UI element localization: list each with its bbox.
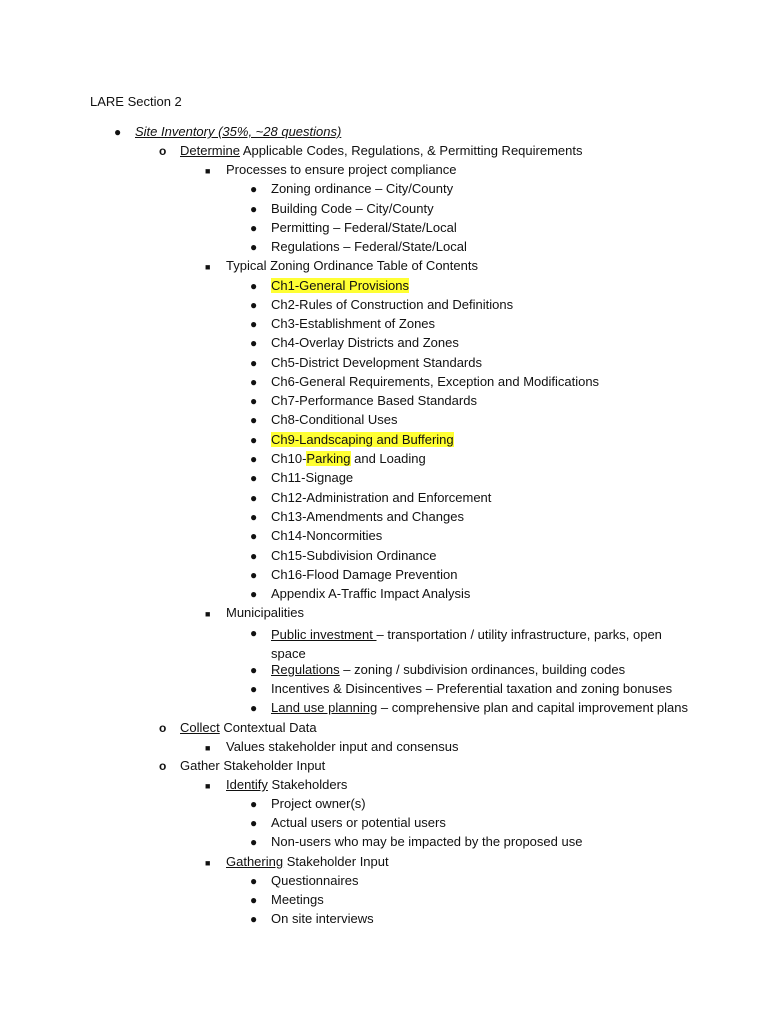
bullet-dot: ● bbox=[250, 394, 258, 408]
bullet-dot: ● bbox=[250, 510, 258, 524]
bullet-dot: ● bbox=[250, 356, 258, 370]
bullet-square: ■ bbox=[205, 743, 211, 753]
list-item: On site interviews bbox=[271, 911, 374, 926]
public-investment-keyword: Public investment bbox=[271, 627, 377, 642]
bullet-dot: ● bbox=[250, 701, 258, 715]
toc-item-ch9 bbox=[271, 432, 454, 448]
collect-line bbox=[180, 720, 317, 736]
highlight: Ch1-General Provisions bbox=[271, 278, 410, 293]
determine-text: Applicable Codes, Regulations, & Permitting Requirements bbox=[239, 143, 583, 158]
toc-item-ch13: Ch13-Amendments and Changes bbox=[271, 509, 464, 524]
toc-item-ch10 bbox=[271, 451, 426, 467]
toc-item-appendix-a: Appendix A-Traffic Impact Analysis bbox=[271, 586, 471, 601]
bullet-dot: ● bbox=[250, 221, 258, 235]
toc-item-ch1 bbox=[271, 278, 409, 294]
bullet-o: o bbox=[159, 759, 167, 773]
determine-line bbox=[180, 143, 582, 159]
bullet-square: ■ bbox=[205, 781, 211, 791]
toc-item-ch15: Ch15-Subdivision Ordinance bbox=[271, 548, 437, 563]
bullet-dot: ● bbox=[250, 874, 258, 888]
regulations-item bbox=[271, 662, 625, 678]
identify-line bbox=[226, 777, 347, 793]
bullet-o: o bbox=[159, 144, 167, 158]
gathering-text: Stakeholder Input bbox=[283, 854, 389, 869]
list-item: Project owner(s) bbox=[271, 796, 366, 811]
identify-keyword: Identify bbox=[226, 777, 268, 792]
bullet-dot: ● bbox=[250, 491, 258, 505]
bullet-dot: ● bbox=[250, 298, 258, 312]
toc-label: Typical Zoning Ordinance Table of Contents bbox=[226, 258, 478, 273]
toc-item-ch3: Ch3-Establishment of Zones bbox=[271, 316, 436, 331]
bullet-dot: ● bbox=[250, 663, 258, 677]
collect-item: Values stakeholder input and consensus bbox=[226, 739, 459, 754]
public-investment-text: – transportation / utility infrastructure, parks, open space bbox=[271, 627, 662, 661]
toc-item-ch6: Ch6-General Requirements, Exception and Modifications bbox=[271, 374, 600, 389]
toc-item-ch16: Ch16-Flood Damage Prevention bbox=[271, 567, 458, 582]
bullet-square: ■ bbox=[205, 858, 211, 868]
toc-item-ch14: Ch14-Noncormities bbox=[271, 528, 383, 543]
bullet-square: ■ bbox=[205, 262, 211, 272]
toc-ch10-prefix: Ch10- bbox=[271, 451, 307, 466]
regulations-keyword: Regulations bbox=[271, 662, 340, 677]
bullet-dot: ● bbox=[250, 568, 258, 582]
toc-item-ch11: Ch11-Signage bbox=[271, 470, 354, 485]
bullet-dot: ● bbox=[250, 816, 258, 830]
bullet-dot: ● bbox=[250, 682, 258, 696]
bullet-dot: ● bbox=[250, 893, 258, 907]
toc-item-ch2: Ch2-Rules of Construction and Definitions bbox=[271, 297, 514, 312]
bullet-dot: ● bbox=[250, 912, 258, 926]
land-use-text: – comprehensive plan and capital improvement plans bbox=[377, 700, 688, 715]
list-item: Questionnaires bbox=[271, 873, 359, 888]
toc-item-ch7: Ch7-Performance Based Standards bbox=[271, 393, 477, 408]
processes-label: Processes to ensure project compliance bbox=[226, 162, 457, 177]
bullet-dot: ● bbox=[114, 125, 122, 139]
bullet-o: o bbox=[159, 721, 167, 735]
list-item: Meetings bbox=[271, 892, 324, 907]
toc-item-ch5: Ch5-District Development Standards bbox=[271, 355, 482, 370]
collect-text: Contextual Data bbox=[219, 720, 317, 735]
toc-item-ch8: Ch8-Conditional Uses bbox=[271, 412, 398, 427]
highlight: Parking bbox=[306, 451, 351, 466]
list-item: Regulations – Federal/State/Local bbox=[271, 239, 467, 254]
public-investment-item bbox=[271, 625, 671, 663]
bullet-dot: ● bbox=[250, 240, 258, 254]
toc-item-ch12: Ch12-Administration and Enforcement bbox=[271, 490, 492, 505]
collect-keyword: Collect bbox=[180, 720, 220, 735]
identify-text: Stakeholders bbox=[267, 777, 348, 792]
bullet-dot: ● bbox=[250, 279, 258, 293]
bullet-dot: ● bbox=[250, 317, 258, 331]
list-item: Building Code – City/County bbox=[271, 201, 434, 216]
bullet-dot: ● bbox=[250, 413, 258, 427]
bullet-dot: ● bbox=[250, 433, 258, 447]
bullet-dot: ● bbox=[250, 336, 258, 350]
bullet-dot: ● bbox=[250, 452, 258, 466]
bullet-dot: ● bbox=[250, 587, 258, 601]
gathering-keyword: Gathering bbox=[226, 854, 284, 869]
list-item: Actual users or potential users bbox=[271, 815, 446, 830]
bullet-dot: ● bbox=[250, 182, 258, 196]
bullet-dot: ● bbox=[250, 202, 258, 216]
bullet-square: ■ bbox=[205, 166, 211, 176]
list-item: Non-users who may be impacted by the proposed use bbox=[271, 834, 583, 849]
bullet-dot: ● bbox=[250, 835, 258, 849]
highlight: Ch9-Landscaping and Buffering bbox=[271, 432, 454, 447]
bullet-dot: ● bbox=[250, 375, 258, 389]
bullet-dot: ● bbox=[250, 549, 258, 563]
bullet-dot: ● bbox=[250, 626, 258, 640]
bullet-dot: ● bbox=[250, 529, 258, 543]
document-title: LARE Section 2 bbox=[90, 94, 182, 109]
list-item: Zoning ordinance – City/County bbox=[271, 181, 454, 196]
incentives-item: Incentives & Disincentives – Preferential taxation and zoning bonuses bbox=[271, 681, 673, 696]
section-heading: Site Inventory (35%, ~28 questions) bbox=[135, 124, 342, 139]
bullet-dot: ● bbox=[250, 797, 258, 811]
bullet-dot: ● bbox=[250, 471, 258, 485]
land-use-item bbox=[271, 700, 688, 716]
toc-ch10-suffix: and Loading bbox=[350, 451, 426, 466]
determine-keyword: Determine bbox=[180, 143, 240, 158]
bullet-square: ■ bbox=[205, 609, 211, 619]
land-use-keyword: Land use planning bbox=[271, 700, 378, 715]
gather-label: Gather Stakeholder Input bbox=[180, 758, 326, 773]
municipalities-label: Municipalities bbox=[226, 605, 305, 620]
regulations-text: – zoning / subdivision ordinances, building codes bbox=[339, 662, 626, 677]
toc-item-ch4: Ch4-Overlay Districts and Zones bbox=[271, 335, 459, 350]
gathering-line bbox=[226, 854, 389, 870]
list-item: Permitting – Federal/State/Local bbox=[271, 220, 457, 235]
